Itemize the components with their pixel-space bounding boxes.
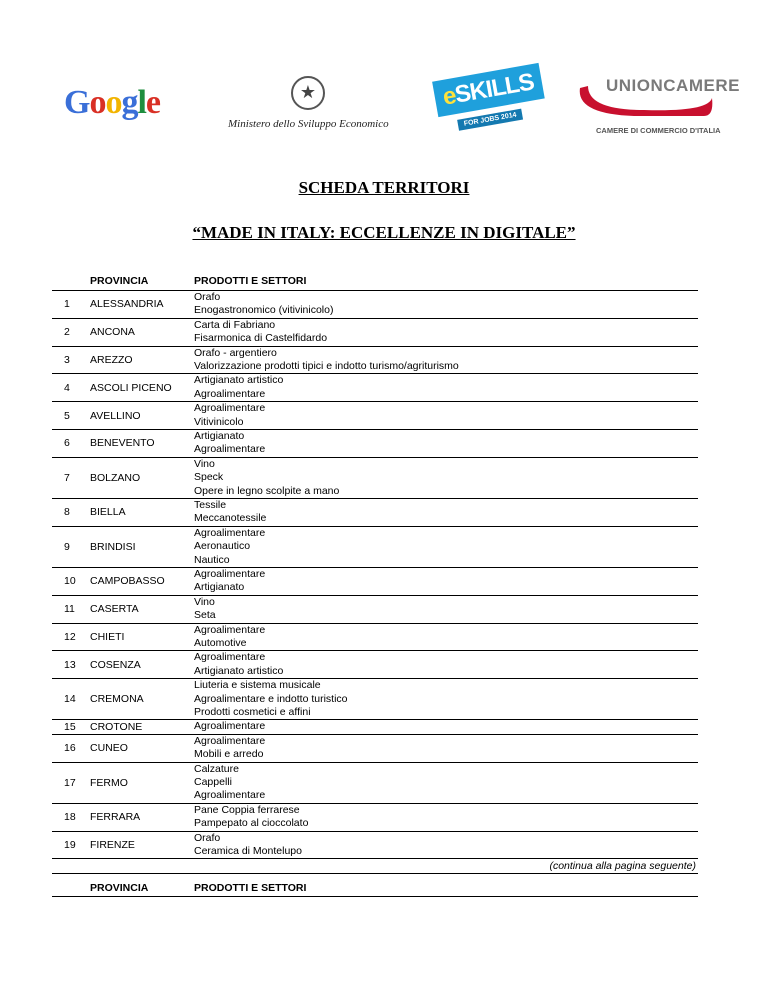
table-row: [52, 499, 698, 527]
row-number: 5: [64, 409, 70, 422]
prodotto-item: Carta di Fabriano: [194, 318, 276, 331]
prodotto-item: Agroalimentare: [194, 387, 266, 400]
row-number: 10: [64, 575, 76, 588]
table-row: [52, 596, 698, 624]
prodotto-item: Automotive: [194, 636, 247, 649]
prodotto-item: Pampepato al cioccolato: [194, 817, 309, 830]
table-row: [52, 679, 698, 720]
row-prodotti: [194, 458, 698, 498]
prodotto-item: Orafo: [194, 291, 221, 303]
prodotto-item: Aeronautico: [194, 540, 251, 553]
prodotto-item: Liuteria e sistema musicale: [194, 679, 321, 692]
table-row: [52, 291, 698, 319]
continua-note: (continua alla pagina seguente): [52, 859, 698, 874]
row-provincia: FERMO: [90, 776, 128, 789]
row-provincia: AVELLINO: [90, 409, 141, 422]
prodotto-item: Ceramica di Montelupo: [194, 844, 302, 857]
prodotto-item: Vitivinicolo: [194, 415, 244, 428]
unioncamere-subtitle: CAMERE DI COMMERCIO D'ITALIA: [596, 126, 721, 135]
header-provincia: PROVINCIA: [90, 275, 149, 287]
table-row: [52, 804, 698, 832]
prodotto-item: Seta: [194, 609, 216, 622]
row-prodotti: [194, 374, 698, 401]
row-prodotti: [194, 596, 698, 623]
prodotto-item: Tessile: [194, 498, 227, 511]
prodotto-item: Agroalimentare: [194, 651, 266, 664]
row-number: 17: [64, 776, 76, 789]
prodotto-item: Fisarmonica di Castelfidardo: [194, 332, 328, 345]
prodotto-item: Orafo - argentiero: [194, 346, 277, 359]
table-row: [52, 735, 698, 763]
table-row: [52, 402, 698, 430]
row-prodotti: [194, 402, 698, 429]
row-number: 7: [64, 471, 70, 484]
row-number: 11: [64, 603, 75, 616]
table-row: [52, 720, 698, 734]
ministry-name: Ministero dello Sviluppo Economico: [228, 118, 389, 130]
page-title: SCHEDA TERRITORI: [298, 178, 470, 197]
row-provincia: COSENZA: [90, 658, 141, 671]
prodotto-item: Vino: [194, 595, 215, 608]
row-provincia: BENEVENTO: [90, 437, 155, 450]
row-prodotti: [194, 720, 698, 733]
row-provincia: BRINDISI: [90, 540, 136, 553]
prodotto-item: Agroalimentare: [194, 402, 266, 415]
row-provincia: CASERTA: [90, 603, 139, 616]
prodotto-item: Vino: [194, 457, 215, 470]
row-prodotti: [194, 763, 698, 803]
row-number: 2: [64, 326, 70, 339]
prodotto-item: Agroalimentare: [194, 789, 266, 802]
row-number: 4: [64, 381, 70, 394]
prodotto-item: Meccanotessile: [194, 512, 267, 525]
row-provincia: ANCONA: [90, 326, 135, 339]
prodotto-item: Agroalimentare: [194, 443, 266, 456]
table-row: [52, 374, 698, 402]
table-row: [52, 527, 698, 568]
prodotto-item: Agroalimentare: [194, 567, 266, 580]
row-provincia: AREZZO: [90, 353, 133, 366]
prodotto-item: Agroalimentare: [194, 720, 266, 733]
row-number: 19: [64, 838, 76, 851]
table-header: [52, 274, 698, 291]
row-provincia: CREMONA: [90, 693, 144, 706]
table-row: [52, 624, 698, 652]
prodotto-item: Calzature: [194, 762, 239, 775]
eskills-logo: eSKILLS FOR JOBS 2014: [432, 67, 524, 133]
row-number: 8: [64, 506, 70, 519]
row-prodotti: [194, 568, 698, 595]
row-prodotti: [194, 291, 698, 318]
row-prodotti: [194, 319, 698, 346]
row-provincia: CUNEO: [90, 742, 128, 755]
row-prodotti: [194, 347, 698, 374]
row-provincia: BOLZANO: [90, 471, 141, 484]
prodotto-item: Artigianato artistico: [194, 374, 284, 387]
prodotto-item: Valorizzazione prodotti tipici e indotto turismo/agriturismo: [194, 359, 459, 372]
prodotto-item: Agroalimentare: [194, 734, 266, 747]
row-provincia: CHIETI: [90, 630, 125, 643]
logo-bar: [0, 70, 768, 140]
table-header-repeat: [52, 878, 698, 897]
table-row: [52, 763, 698, 804]
table-row: [52, 319, 698, 347]
prodotto-item: Nautico: [194, 553, 230, 566]
row-number: 16: [64, 742, 76, 755]
prodotto-item: Speck: [194, 471, 224, 484]
prodotto-item: Cappelli: [194, 775, 232, 788]
row-prodotti: [194, 624, 698, 651]
row-number: 18: [64, 811, 76, 824]
row-provincia: CROTONE: [90, 721, 143, 734]
row-provincia: FIRENZE: [90, 838, 135, 851]
prodotto-item: Pane Coppia ferrarese: [194, 803, 300, 816]
prodotto-item: Agroalimentare: [194, 526, 266, 539]
row-prodotti: [194, 651, 698, 678]
header-prodotti: PRODOTTI E SETTORI: [194, 275, 307, 287]
prodotto-item: Artigianato: [194, 429, 245, 442]
prodotto-item: Enogastronomico (vitivinicolo): [194, 304, 334, 317]
row-number: 15: [64, 721, 76, 734]
table-row: [52, 832, 698, 860]
row-provincia: BIELLA: [90, 506, 126, 519]
row-provincia: ASCOLI PICENO: [90, 381, 172, 394]
row-number: 9: [64, 540, 70, 553]
header-prodotti: PRODOTTI E SETTORI: [194, 882, 307, 895]
row-prodotti: [194, 832, 698, 859]
table-row: [52, 568, 698, 596]
prodotto-item: Agroalimentare: [194, 623, 266, 636]
table-row: [52, 458, 698, 499]
italian-emblem-icon: [291, 76, 325, 110]
prodotto-item: Orafo: [194, 831, 221, 844]
row-number: 12: [64, 630, 76, 643]
row-provincia: CAMPOBASSO: [90, 575, 165, 588]
header-provincia: PROVINCIA: [90, 882, 149, 895]
table-row: [52, 651, 698, 679]
unioncamere-name: UNIONCAMERE: [606, 76, 740, 95]
row-number: 3: [64, 353, 70, 366]
prodotto-item: Artigianato: [194, 581, 245, 594]
prodotto-item: Agroalimentare e indotto turistico: [194, 692, 348, 705]
google-logo: Google: [64, 84, 160, 121]
row-provincia: ALESSANDRIA: [90, 298, 164, 311]
row-number: 14: [64, 693, 76, 706]
row-number: 13: [64, 658, 76, 671]
page-subtitle: “MADE IN ITALY: ECCELLENZE IN DIGITALE”: [192, 223, 576, 242]
territori-table: [52, 274, 698, 897]
prodotto-item: Mobili e arredo: [194, 748, 264, 761]
prodotto-item: Artigianato artistico: [194, 664, 284, 677]
prodotto-item: Prodotti cosmetici e affini: [194, 705, 311, 718]
row-prodotti: [194, 804, 698, 831]
row-prodotti: [194, 527, 698, 567]
row-prodotti: [194, 735, 698, 762]
row-provincia: FERRARA: [90, 811, 141, 824]
row-number: 1: [64, 298, 70, 311]
row-prodotti: [194, 499, 698, 526]
ministry-logo: [228, 76, 388, 130]
row-prodotti: [194, 430, 698, 457]
table-row: [52, 347, 698, 375]
prodotto-item: Opere in legno scolpite a mano: [194, 484, 340, 497]
row-prodotti: [194, 679, 698, 719]
table-row: [52, 430, 698, 458]
row-number: 6: [64, 437, 70, 450]
